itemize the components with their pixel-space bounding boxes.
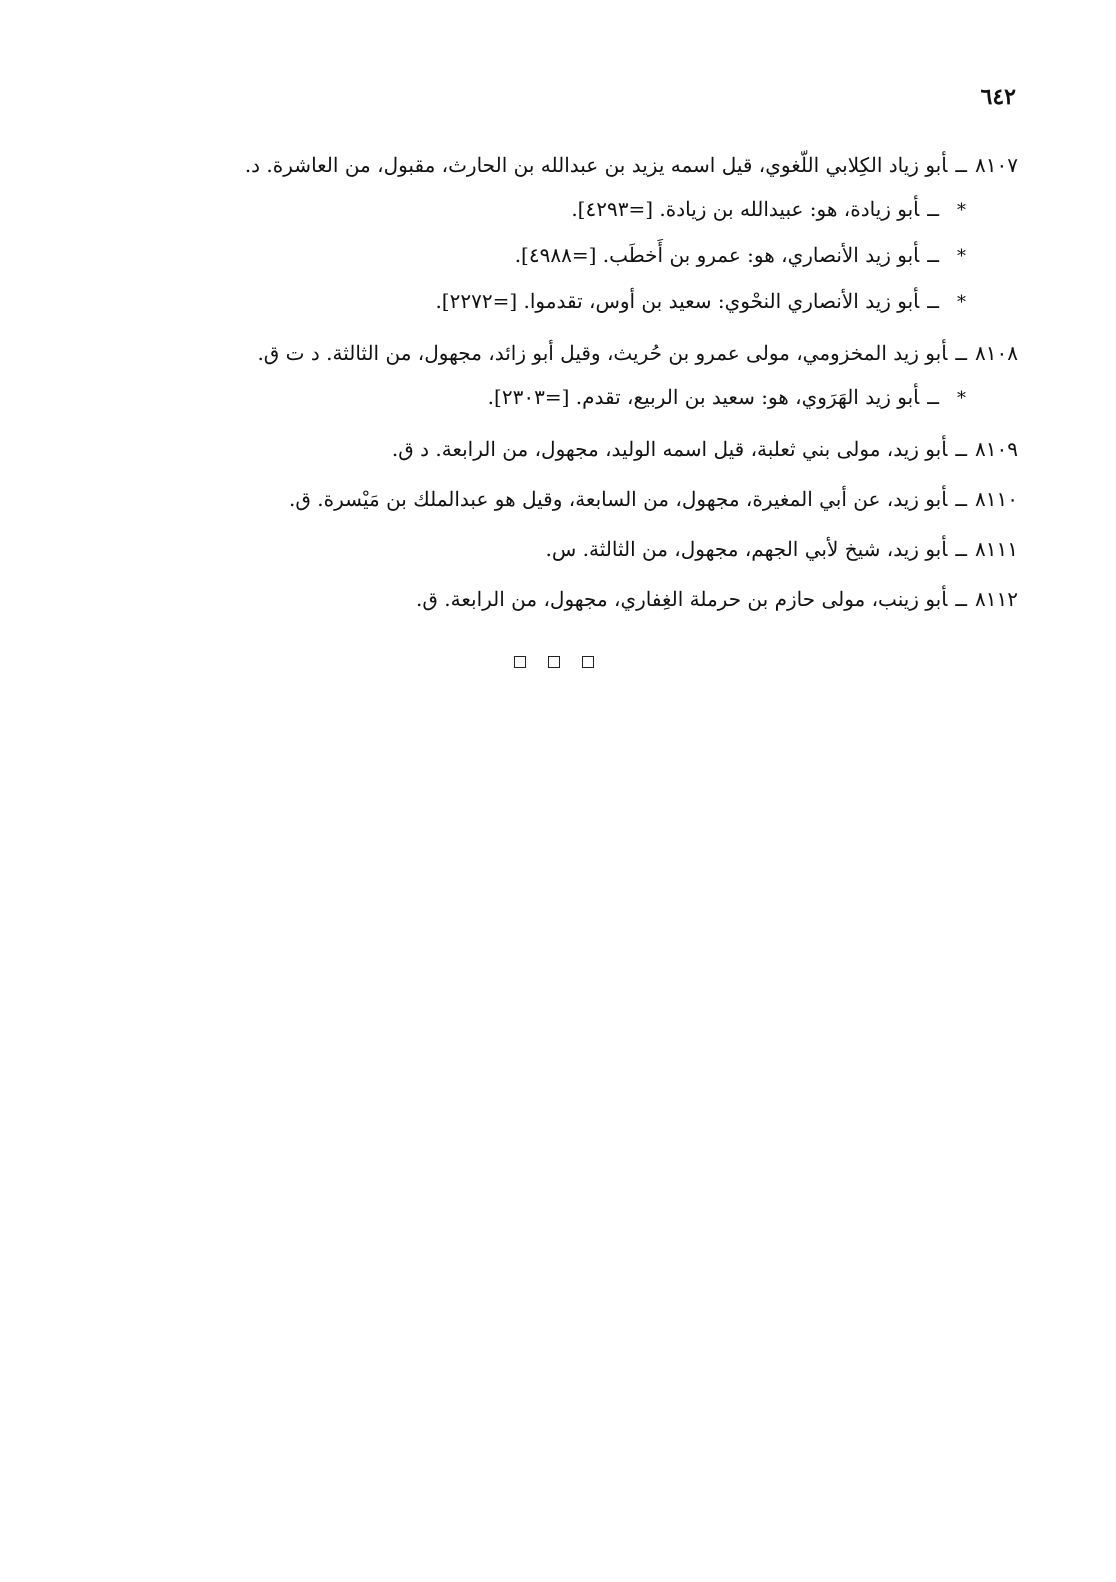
entry-text: أبو زيد، شيخ لأبي الجهم، مجهول، من الثالثة. س. [545, 537, 948, 561]
entry-dash: ــ [955, 487, 968, 511]
entry-dash: ــ [955, 153, 968, 177]
entry-text: أبو زينب، مولى حازم بن حرملة الغِفاري، مجهول، من الرابعة. ق. [416, 587, 948, 611]
entry-8109 [88, 427, 1018, 471]
entry-dash: ــ [927, 385, 939, 409]
entry-number: ٨١٠٨ [975, 341, 1018, 365]
entry-dash: ــ [955, 341, 968, 365]
page-number: ٦٤٢ [980, 84, 1016, 110]
cross-reference [88, 375, 1018, 421]
square-icon [582, 656, 594, 668]
entries-list [88, 140, 1018, 621]
entry-text: أبو زياد الكِلابي اللّغوي، قيل اسمه يزيد بن عبدالله بن الحارث، مقبول، من العاشرة. د. [244, 153, 948, 177]
star-icon: * [957, 388, 966, 409]
entry-dash: ــ [955, 587, 968, 611]
entry-text: أبو زيد، عن أبي المغيرة، مجهول، من السابعة، وقيل هو عبدالملك بن مَيْسرة. ق. [289, 487, 948, 511]
cross-reference [88, 233, 1018, 279]
entry-text: أبو زيد، مولى بني ثعلبة، قيل اسمه الوليد، مجهول، من الرابعة. د ق. [391, 437, 948, 461]
entry-text: أبو زيادة، هو: عبيدالله بن زيادة. [=٤٢٩٣]. [571, 197, 920, 221]
entry-number: ٨١٠٧ [975, 153, 1018, 177]
entry-8111 [88, 527, 1018, 571]
entry-number: ٨١١٢ [975, 587, 1018, 611]
entry-dash: ــ [927, 197, 939, 221]
cross-reference [88, 187, 1018, 233]
entry-text: أبو زيد الأنصاري النحْوي: سعيد بن أوس، تقدموا. [=٢٢٧٢]. [435, 289, 920, 313]
star-icon: * [957, 246, 966, 267]
star-icon: * [957, 292, 966, 313]
entry-8110 [88, 477, 1018, 521]
entry-number: ٨١١٠ [975, 487, 1018, 511]
entry-number: ٨١٠٩ [975, 437, 1018, 461]
section-end-marks [514, 656, 594, 668]
entry-dash: ــ [955, 537, 968, 561]
entry-dash: ــ [927, 243, 939, 267]
entry-dash: ــ [927, 289, 939, 313]
entry-text: أبو زيد الأنصاري، هو: عمرو بن أَخطَب. [=٤٩٨٨]. [514, 243, 920, 267]
entry-text: أبو زيد الهَرَوي، هو: سعيد بن الربيع، تقدم. [=٢٣٠٣]. [487, 385, 920, 409]
entry-8107 [88, 143, 1018, 187]
entry-8108 [88, 331, 1018, 375]
square-icon [514, 656, 526, 668]
entry-dash: ــ [955, 437, 968, 461]
entry-text: أبو زيد المخزومي، مولى عمرو بن حُريث، وقيل أبو زائد، مجهول، من الثالثة. د ت ق. [257, 341, 948, 365]
cross-reference [88, 279, 1018, 325]
square-icon [548, 656, 560, 668]
entry-number: ٨١١١ [975, 537, 1018, 561]
entry-8112 [88, 577, 1018, 621]
star-icon: * [957, 200, 966, 221]
